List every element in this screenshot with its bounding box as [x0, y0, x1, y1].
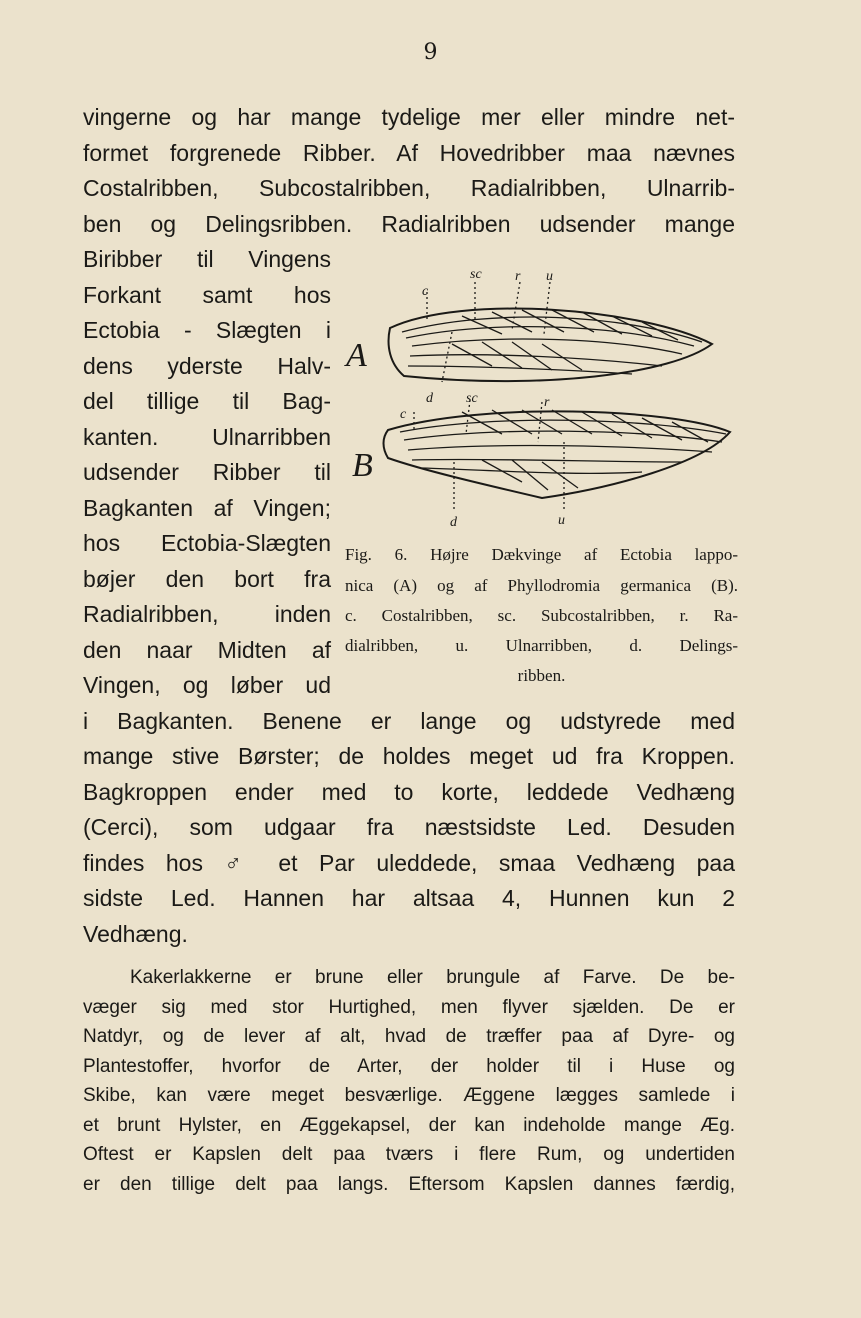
figure-caption-line: c. Costalribben, sc. Subcostalribben, r. Ra- — [345, 606, 738, 625]
figure-caption-line: ribben. — [517, 666, 566, 685]
small-text-line: væger sig med stor Hurtighed, men flyver sjælden. De er — [83, 997, 735, 1018]
figure-caption-line: Fig. 6. Højre Dækvinge af Ectobia lappo- — [345, 545, 738, 564]
text-line: del tillige til Bag- — [83, 388, 331, 414]
text-line: hos Ectobia-Slægten — [83, 530, 331, 556]
small-text-line: Oftest er Kapslen delt paa tværs i flere Rum, og undertiden — [83, 1144, 735, 1165]
text-line: (Cerci), som udgaar fra næstsidste Led. Desuden — [83, 814, 735, 840]
text-line: Biribber til Vingens — [83, 246, 331, 272]
label-c-a: c — [422, 284, 429, 299]
text-line: formet forgrenede Ribber. Af Hovedribber maa nævnes — [83, 140, 735, 166]
label-r-a: r — [515, 269, 521, 284]
label-c-b: c — [400, 407, 407, 422]
label-sc-b: sc — [466, 391, 478, 406]
figure-caption-line: dialribben, u. Ulnarribben, d. Delings- — [345, 636, 738, 655]
small-text-line: Plantestoffer, hvorfor de Arter, der holder til i Huse og — [83, 1056, 735, 1077]
label-d-b: d — [450, 515, 457, 530]
text-line: dens yderste Halv- — [83, 353, 331, 379]
text-line: Ectobia - Slægten i — [83, 317, 331, 343]
text-line: sidste Led. Hannen har altsaa 4, Hunnen kun 2 — [83, 885, 735, 911]
label-A: A — [346, 337, 367, 374]
text-line: bøjer den bort fra — [83, 566, 331, 592]
small-text-line: er den tillige delt paa langs. Eftersom Kapslen dannes færdig, — [83, 1174, 735, 1195]
text-line: Bagkroppen ender med to korte, leddede Vedhæng — [83, 779, 735, 805]
label-u-b: u — [558, 513, 565, 528]
text-line: Bagkanten af Vingen; — [83, 495, 331, 521]
label-B: B — [352, 447, 373, 484]
text-line: udsender Ribber til — [83, 459, 331, 485]
page-number: 9 — [423, 40, 438, 65]
small-text-line: Kakerlakkerne er brune eller brungule af Farve. De be- — [130, 967, 735, 988]
text-line: i Bagkanten. Benene er lange og udstyrede med — [83, 708, 735, 734]
text-line: ben og Delingsribben. Radialribben udsender mange — [83, 211, 735, 237]
text-line: Vingen, og løber ud — [83, 672, 331, 698]
text-line: kanten. Ulnarribben — [83, 424, 331, 450]
text-line: Radialribben, inden — [83, 601, 331, 627]
text-line: mange stive Børster; de holdes meget ud fra Kroppen. — [83, 743, 735, 769]
label-u-a: u — [546, 269, 553, 284]
small-text-line: et brunt Hylster, en Æggekapsel, der kan indeholde mange Æg. — [83, 1115, 735, 1136]
wing-illustration — [342, 262, 742, 542]
text-line: Forkant samt hos — [83, 282, 331, 308]
text-line: vingerne og har mange tydelige mer eller mindre net- — [83, 104, 735, 130]
small-text-line: Skibe, kan være meget besværlige. Æggene lægges samlede i — [83, 1085, 735, 1106]
figure-caption-line: nica (A) og af Phyllodromia germanica (B). — [345, 576, 738, 595]
text-line: findes hos ♂ et Par uleddede, smaa Vedhæng paa — [83, 850, 735, 876]
text-line: Costalribben, Subcostalribben, Radialribben, Ulnarrib- — [83, 175, 735, 201]
text-line: Vedhæng. — [83, 921, 188, 947]
text-line: den naar Midten af — [83, 637, 331, 663]
label-sc-a: sc — [470, 267, 482, 282]
wing-figure — [342, 262, 742, 542]
label-r-b: r — [544, 395, 550, 410]
label-d-a: d — [426, 391, 433, 406]
small-text-line: Natdyr, og de lever af alt, hvad de træffer paa af Dyre- og — [83, 1026, 735, 1047]
